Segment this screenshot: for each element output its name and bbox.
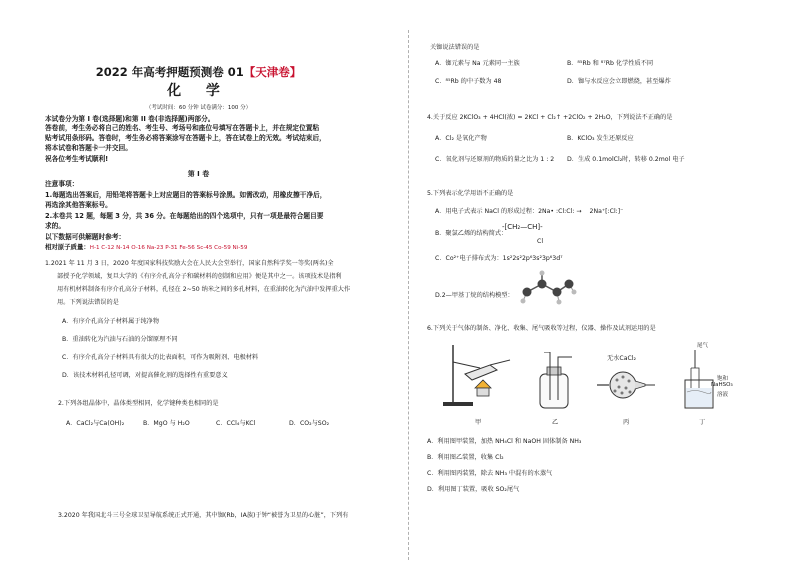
exam-title: 2022 年高考押题预测卷 01【天津卷】: [95, 65, 302, 79]
note-line: 答卷前，考生务必将自己的姓名、考生号、考场号和座位号填写在答题卡上，并在规定位置粘: [45, 124, 320, 132]
q3-option-b: B．⁸⁵Rb 和 ⁸⁷Rb 化学性质不同: [567, 60, 654, 67]
q2-option-c: C．CCl₄与KCl: [216, 420, 256, 427]
title-tag: 【天津卷】: [243, 65, 302, 79]
attention-line: 1.每题选出答案后，用铅笔将答题卡上对应题目的答案标号涂黑。如需改动，用橡皮擦干净后，: [45, 191, 327, 199]
q1-stem: 部授予化学领域，复旦大学的《有序介孔高分子和碳材料的创制和应用》便是其中之一。该项技术是指利: [57, 273, 342, 280]
q3-option-d: D．铷与水反应会立即燃烧，甚至爆炸: [567, 78, 671, 85]
q1-stem: 用。下列说法错误的是: [57, 299, 119, 306]
q4-option-c: C．氧化剂与还原剂的物质的量之比为 1 : 2: [435, 156, 555, 163]
drying-agent-label: 无水CaCl₂: [607, 355, 637, 362]
q3-option-a: A．铷元素与 Na 元素同一主族: [435, 60, 520, 67]
q5-option-b: B．聚氯乙烯的结构简式：: [435, 230, 508, 237]
q1-stem: 用有机材料制备有序介孔高分子材料，孔径在 2~50 纳米之间的多孔材料，在重油转化为汽油中发挥重大作: [57, 286, 351, 293]
ball-stick-model: [517, 270, 577, 306]
q2-stem: 2.下列各组晶体中，晶体类型相同，化学键种类也相同的是: [58, 400, 219, 407]
atomic-mass-values: H-1 C-12 N-14 O-16 Na-23 P-31 Fe-56 Sc-45 Co-59 Ni-59: [89, 245, 248, 251]
apparatus-yi: [532, 352, 577, 412]
q5-option-c: C．Co²⁺电子排布式为：1s²2s²2p⁶3s²3p⁶3d⁷: [435, 255, 563, 262]
q4-stem: 4.关于反应 2KClO₃ + 4HCl(浓) = 2KCl + Cl₂↑ +2ClO₂ + 2H₂O，下列说法不正确的是: [427, 114, 673, 121]
q4-option-d: D．生成 0.1molCl₂时，转移 0.2mol 电子: [567, 156, 685, 163]
q2-option-b: B．MgO 与 H₂O: [143, 420, 190, 427]
ion-product: 2Na⁺[:Cl:]⁻: [589, 208, 624, 215]
q1-option-c: C．有序介孔高分子材料具有很大的比表面积，可作为吸附剂、电极材料: [62, 354, 259, 361]
note-line: 祝各位考生考试顺利!: [45, 155, 109, 163]
reaction-arrow: →: [576, 208, 588, 215]
apparatus-label-yi: 乙: [552, 419, 559, 426]
apparatus-bing: [597, 365, 655, 405]
subject-title: 化 学: [167, 83, 230, 99]
q2-option-a: A．CaCl₂与Ca(OH)₂: [66, 420, 125, 427]
q4-option-a: A．Cl₂ 是氧化产物: [435, 135, 487, 142]
apparatus-label-jia: 甲: [475, 419, 482, 426]
note-line: 将本试卷和答题卡一并交回。: [45, 144, 132, 152]
exam-info: （考试时间：60 分钟 试卷满分：100 分）: [145, 105, 252, 111]
note-line: 贴考试用条形码。答卷时，考生务必将答案涂写在答题卡上，答在试卷上的无效。考试结束后，: [45, 134, 326, 142]
electron-dot-cl2: :Cl:Cl:: [556, 208, 575, 215]
pvc-cl: Cl: [537, 238, 544, 245]
apparatus-label-ding: 丁: [699, 419, 706, 426]
reagent-label-line: 溶液: [717, 392, 729, 398]
q6-option-d: D．利用图丁装置，吸收 SO₂尾气: [427, 486, 520, 493]
pvc-formula: -[CH₂—CH]-: [502, 223, 543, 231]
reagent-label-line: NaHSO₃: [711, 382, 733, 388]
attention-line: 求的。: [45, 222, 66, 230]
q1-option-b: B．重油转化为汽油与石油的分馏原理不同: [62, 336, 178, 343]
q6-stem: 6.下列关于气体的制备、净化、收集、尾气吸收等过程，仪器、操作及试剂运用的是: [427, 325, 656, 332]
q1-option-d: D．该技术材料孔径可调，对提高催化剂的选择性有重要意义: [62, 372, 228, 379]
q2-option-d: D．CO₂与SO₂: [289, 420, 330, 427]
q6-option-c: C．利用图丙装置，除去 NH₃ 中混有的水蒸气: [427, 470, 553, 477]
q5-option-a: A．用电子式表示 NaCl 的形成过程：2Na• :Cl:Cl: → 2Na⁺[:Cl:]⁻: [435, 208, 624, 215]
tail-gas-label: 尾气: [697, 343, 709, 349]
q1-option-a: A．有序介孔高分子材料属于纯净物: [62, 318, 160, 325]
q3-option-c: C．⁸⁵Rb 的中子数为 48: [435, 78, 502, 85]
note-line: 本试卷分为第 I 卷(选择题)和第 II 卷(非选择题)两部分。: [45, 115, 215, 123]
q6-option-a: A．利用图甲装置，加热 NH₄Cl 和 NaOH 固体制备 NH₃: [427, 438, 582, 445]
q6-option-b: B．利用图乙装置，收集 Cl₂: [427, 454, 504, 461]
apparatus-jia: [435, 340, 515, 410]
q5-option-d: D.2—甲基丁烷的结构模型：: [435, 292, 514, 299]
q3-stem: 3.2020 年我国北斗三号全球卫星导航系统正式开通，其中铷(Rb，IA族)于钟“被誉为卫星的心脏”，下列有: [58, 512, 349, 519]
attention-line: 再选涂其他答案标号。: [45, 201, 112, 209]
attention-line: 2.本卷共 12 题，每题 3 分，共 36 分。在每题给出的四个选项中，只有一项是最符合题目要: [45, 212, 324, 220]
right-page: [397, 0, 794, 562]
atomic-mass-row: 相对原子质量：H-1 C-12 N-14 O-16 Na-23 P-31 Fe-56 Sc-45 Co-59 Ni-59: [45, 243, 248, 251]
attention-title: 注意事项：: [45, 180, 79, 188]
q1-stem: 1.2021 年 11 月 3 日，2020 年度国家科技奖励大会在人民大会堂举行，国家自然科学奖一等奖(两名)全: [45, 260, 334, 267]
q3-stem-cont: 关铷说法错误的是: [430, 44, 480, 51]
q5-stem: 5.下列表示化学用语不正确的是: [427, 190, 514, 197]
reagent-label-line: 饱和: [717, 376, 729, 382]
section-title: 第 I 卷: [187, 170, 210, 178]
attention-line: 以下数据可供解题时参考：: [45, 233, 126, 241]
apparatus-label-bing: 丙: [623, 419, 630, 426]
q4-option-b: B．KClO₃ 发生还原反应: [567, 135, 634, 142]
